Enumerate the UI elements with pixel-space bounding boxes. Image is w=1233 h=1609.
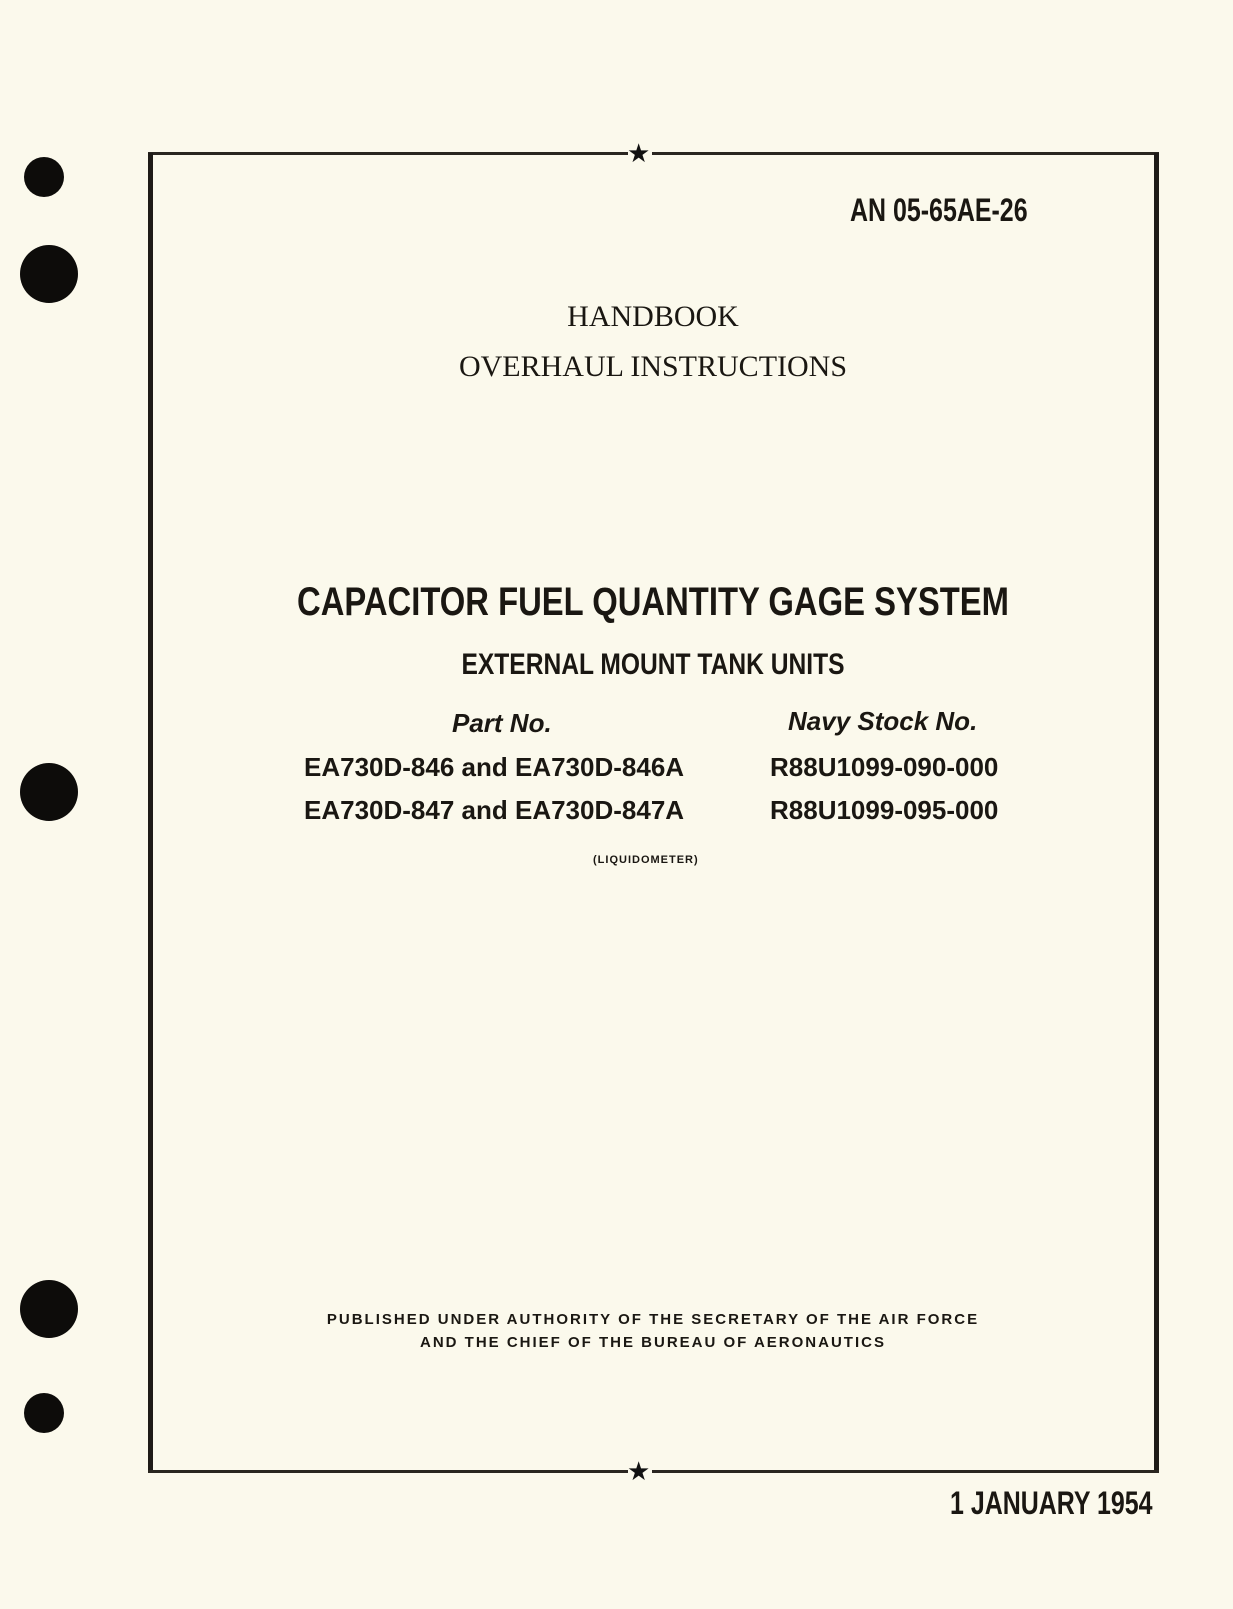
document-title: CAPACITOR FUEL QUANTITY GAGE SYSTEM <box>297 580 1009 624</box>
frame-top-right-rule <box>652 152 1159 155</box>
stock-number-row-2: R88U1099-095-000 <box>770 795 999 825</box>
part-number-row-2: EA730D-847 and EA730D-847A <box>304 795 685 825</box>
star-icon: ★ <box>627 138 651 168</box>
frame-top-left-rule <box>148 152 628 155</box>
manufacturer-label: (LIQUIDOMETER) <box>593 854 699 866</box>
binder-hole <box>24 1393 64 1433</box>
heading-overhaul-instructions: OVERHAUL INSTRUCTIONS <box>458 350 848 383</box>
part-number-row-1: EA730D-846 and EA730D-846A <box>304 752 685 782</box>
binder-hole <box>20 245 78 303</box>
document-subtitle: EXTERNAL MOUNT TANK UNITS <box>461 648 845 681</box>
column-header-navy-stock-no: Navy Stock No. <box>788 706 978 736</box>
authority-line-1: PUBLISHED UNDER AUTHORITY OF THE SECRETARY OF THE AIR FORCE <box>326 1311 980 1328</box>
column-header-part-no: Part No. <box>452 708 552 738</box>
publication-date: 1 JANUARY 1954 <box>950 1485 1153 1521</box>
binder-hole <box>24 157 64 197</box>
authority-line-2: AND THE CHIEF OF THE BUREAU OF AERONAUTICS <box>420 1334 886 1351</box>
frame-bottom-left-rule <box>148 1470 628 1473</box>
document-number: AN 05-65AE-26 <box>850 192 1028 228</box>
binder-hole <box>20 1280 78 1338</box>
stock-number-row-1: R88U1099-090-000 <box>770 752 999 782</box>
star-icon: ★ <box>627 1456 651 1486</box>
binder-hole <box>20 763 78 821</box>
heading-handbook: HANDBOOK <box>567 300 739 333</box>
frame-bottom-right-rule <box>652 1470 1159 1473</box>
